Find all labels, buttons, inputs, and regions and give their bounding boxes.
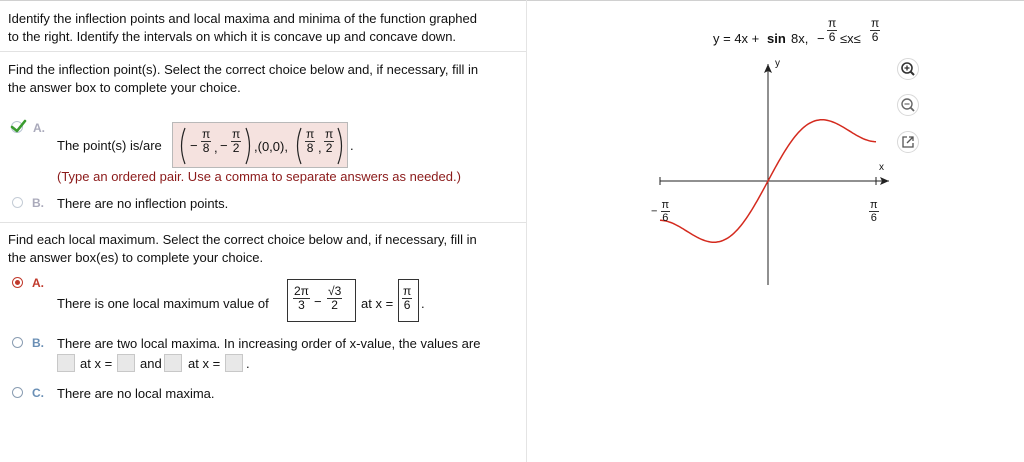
part1-option-b-text: There are no inflection points.: [57, 196, 229, 211]
part1-prompt: Find the inflection point(s). Select the correct choice below and, if necessary, fill in the answer box to complete your choice.: [8, 62, 479, 95]
zoom-in-icon[interactable]: [897, 58, 919, 80]
part2-option-c-letter: C.: [32, 386, 44, 400]
point2-x: $\frac{\pi}{8}$: [306, 127, 315, 155]
divider: [0, 222, 526, 223]
y-axis-label: y: [775, 58, 780, 69]
function-graph: [527, 0, 1024, 462]
left-paren: [177, 126, 187, 166]
correct-check-icon: [9, 119, 31, 135]
origin-point: ,(0,0),: [254, 139, 288, 154]
question-panel: Identify the inflection points and local maxima and minima of the function graphed to the right. Identify the intervals on which it is concave up and concave down. Find the inflection point(s). Select the correct choice below and, if necessary, fill in the answer box to complete your choice. A. The point(s) is/are − $\frac{\pi}{8}$ , − $\frac{\pi}{2}$ ,(0,0), $\frac{\pi}{8}$ , $\frac{\pi}{2}$ . (Type an ordered pair. Use a comma to separate answers as needed.) B. There are no inflection points. Find each local maximum. Select the correct choice below and, if necessary, fill in the answer box(es) to complete your choice. A. There is one local maximum value of $\frac{2\pi}{3}$ − $\frac{√3}{2}$ at x = $\frac{\pi}{6}$ . B. There are two local maxima. In increasing order of x-value, the values are at x = and at x = . C. There are no local maxima.: [0, 0, 527, 462]
part2-option-c-radio[interactable]: [12, 387, 23, 398]
inflection-points-answer[interactable]: − $\frac{\pi}{8}$ , − $\frac{\pi}{2}$ ,(0,0), $\frac{\pi}{8}$ , $\frac{\pi}{2}$: [172, 122, 348, 168]
x-axis-label: x: [879, 162, 884, 173]
max-value-answer[interactable]: $\frac{2\pi}{3}$ − $\frac{√3}{2}$: [287, 279, 356, 322]
max-value-1-input[interactable]: [57, 354, 75, 372]
max-x-1-input[interactable]: [117, 354, 135, 372]
question-text: Identify the inflection points and local maxima and minima of the function graphed to the right. Identify the intervals on which it is concave up and concave down.: [8, 11, 477, 44]
max-x-answer[interactable]: $\frac{\pi}{6}$: [398, 279, 419, 322]
part2-option-b-radio[interactable]: [12, 337, 23, 348]
max-x-2-input[interactable]: [225, 354, 243, 372]
part1-option-b-radio[interactable]: [12, 197, 23, 208]
x-tick-label-left: − $\frac{\pi}{6}$: [651, 199, 670, 224]
part2-option-a-text: There is one local maximum value of: [57, 296, 269, 311]
format-hint: (Type an ordered pair. Use a comma to separate answers as needed.): [57, 169, 461, 184]
popout-icon[interactable]: [897, 131, 919, 153]
part1-option-a-text: The point(s) is/are: [57, 138, 162, 153]
point1-x: $\frac{\pi}{8}$: [202, 127, 211, 155]
part1-option-b-letter: B.: [32, 196, 44, 210]
point2-y: $\frac{\pi}{2}$: [325, 127, 334, 155]
graph-panel: y = 4x + sin 8x, − $\frac{\pi}{6}$ ≤x≤ $\frac{\pi}{6}$ y x − $\frac{\pi}{6}$ $\frac{\pi}{6}$: [527, 0, 1024, 462]
x-tick-label-right: $\frac{\pi}{6}$: [870, 199, 878, 224]
at-x-label: at x =: [361, 296, 394, 311]
part2-prompt: Find each local maximum. Select the correct choice below and, if necessary, fill in the answer box(es) to complete your choice.: [8, 232, 477, 265]
zoom-out-icon[interactable]: [897, 94, 919, 116]
part1-option-a-letter: A.: [33, 121, 45, 135]
part2-option-b-text: There are two local maxima. In increasing order of x-value, the values are: [57, 336, 481, 351]
right-paren: [244, 126, 254, 166]
part2-option-c-text: There are no local maxima.: [57, 386, 215, 401]
max-value-2-input[interactable]: [164, 354, 182, 372]
part2-option-a-radio[interactable]: [12, 277, 23, 288]
part2-option-a-letter: A.: [32, 276, 44, 290]
divider: [0, 51, 526, 52]
point1-y: $\frac{\pi}{2}$: [232, 127, 241, 155]
part2-option-b-letter: B.: [32, 336, 44, 350]
